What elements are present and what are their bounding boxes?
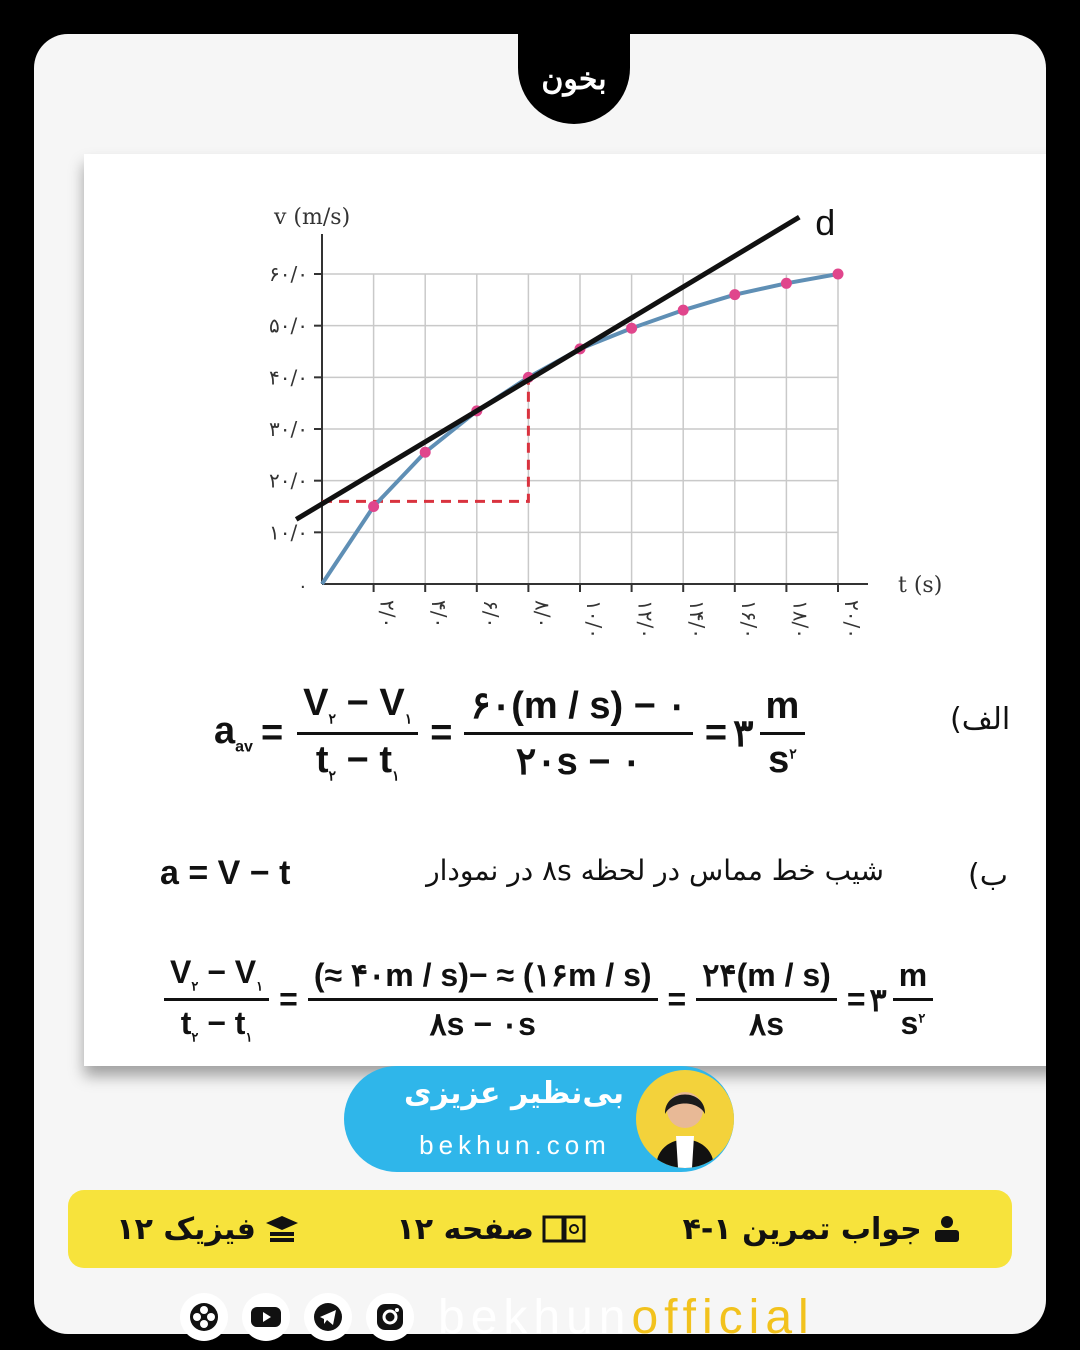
y-tick-label: ۴۰/۰ (269, 365, 308, 390)
tangent-label: d (815, 202, 836, 244)
brand-handle[interactable]: bekhunofficial (438, 1290, 815, 1344)
x-tick-label: ۱۲/۰ (633, 600, 658, 639)
graduation-cap-icon (264, 1214, 300, 1244)
instagram-icon[interactable] (366, 1293, 414, 1341)
data-point (781, 278, 792, 289)
fraction-symbolic: $\frac{V_۲ - V_۱}{t_۲ - t_۱}$ (164, 954, 269, 1046)
aparat-icon[interactable] (180, 1293, 228, 1341)
lesson-info-bar (68, 1190, 1012, 1268)
answer-sheet (84, 154, 1046, 1066)
part-a-label: الف) (950, 702, 1011, 737)
youtube-icon[interactable] (242, 1293, 290, 1341)
y-tick-label: ۳۰/۰ (269, 417, 308, 441)
fraction-difference: $\frac{۲۴(m / s)}{۸s}$ (696, 956, 837, 1043)
book-title: فیزیک ۱۲ (116, 1212, 300, 1247)
slope-formula: a = V − t (160, 854, 291, 892)
y-tick-label: ۲۰/۰ (269, 468, 308, 493)
data-point (729, 289, 740, 300)
x-axis-label: t (s) (898, 573, 943, 598)
y-tick-label: ۵۰/۰ (269, 313, 308, 338)
unit-fraction: $\frac{m}{s^۲}$ (760, 685, 806, 782)
y-tick-label: ۱۰/۰ (269, 520, 308, 545)
data-point (368, 501, 379, 512)
equation-tangent-slope: $\frac{V_۲ - V_۱}{t_۲ - t_۱}$ = $\frac{(\approx ۴۰m / s)- \approx (۱۶m / s)}{۸s - ۰s}$ = $\frac{۲۴(m / s)}{۸s}$ = ۳ $\frac{m}{s^۲}$ (158, 954, 939, 1046)
data-point (420, 447, 431, 458)
x-tick-label: ۶/۰ (478, 600, 503, 629)
brand-logo[interactable]: بخون (518, 34, 630, 124)
x-tick-label: ۱۶/۰ (736, 600, 761, 639)
unit-fraction-2: $\frac{m}{s^۲}$ (893, 957, 933, 1042)
acceleration-symbol: $a_{av}$ (214, 709, 253, 756)
part-b-description: شیب خط مماس در لحظه ۸s در نمودار (426, 854, 884, 887)
x-tick-label: ۴/۰ (427, 600, 452, 629)
x-tick-label: ۱۸/۰ (788, 600, 813, 639)
author-name: بی‌نظیر عزیزی (403, 1076, 625, 1111)
fraction-read-values: $\frac{(\approx ۴۰m / s)- \approx (۱۶m / s)}{۸s - ۰s}$ (308, 956, 658, 1043)
open-book-icon (542, 1214, 586, 1244)
author-website[interactable]: bekhun.com (419, 1130, 611, 1160)
x-tick-label: ۱۴/۰ (685, 600, 710, 639)
x-tick-label: ۱۰/۰ (582, 600, 606, 639)
part-b-label: ب) (968, 858, 1008, 893)
data-point (626, 323, 637, 334)
data-point (833, 269, 844, 280)
velocity-time-chart (84, 154, 1046, 684)
origin-label: ۰ (298, 576, 308, 597)
data-point (678, 305, 689, 316)
author-avatar (636, 1070, 734, 1168)
y-axis-label: v (m/s) (274, 205, 351, 230)
x-tick-label: ۲/۰ (375, 600, 400, 629)
x-tick-label: ۲۰/۰ (840, 600, 864, 639)
x-tick-label: ۸/۰ (530, 600, 555, 629)
fraction-numeric: $\frac{۶۰(m / s) - ۰}{۲۰s - ۰}$ (464, 683, 692, 784)
telegram-icon[interactable] (304, 1293, 352, 1341)
social-footer (180, 1284, 920, 1350)
page-number: صفحه ۱۲ (397, 1212, 586, 1247)
tangent-line (296, 217, 799, 519)
y-tick-label: ۶۰/۰ (269, 262, 308, 286)
teacher-icon (930, 1214, 964, 1244)
fraction-velocity-over-time: $\frac{V_۲ - V_۱}{t_۲ - t_۱}$ (297, 682, 418, 784)
exercise-answer: جواب تمرین ۱-۴ (683, 1212, 964, 1247)
equation-average-acceleration: $a_{av}$ = $\frac{V_۲ - V_۱}{t_۲ - t_۱}$ = $\frac{۶۰(m / s) - ۰}{۲۰s - ۰}$ = ۳ $\frac{m}{s^۲}$ (214, 682, 811, 784)
